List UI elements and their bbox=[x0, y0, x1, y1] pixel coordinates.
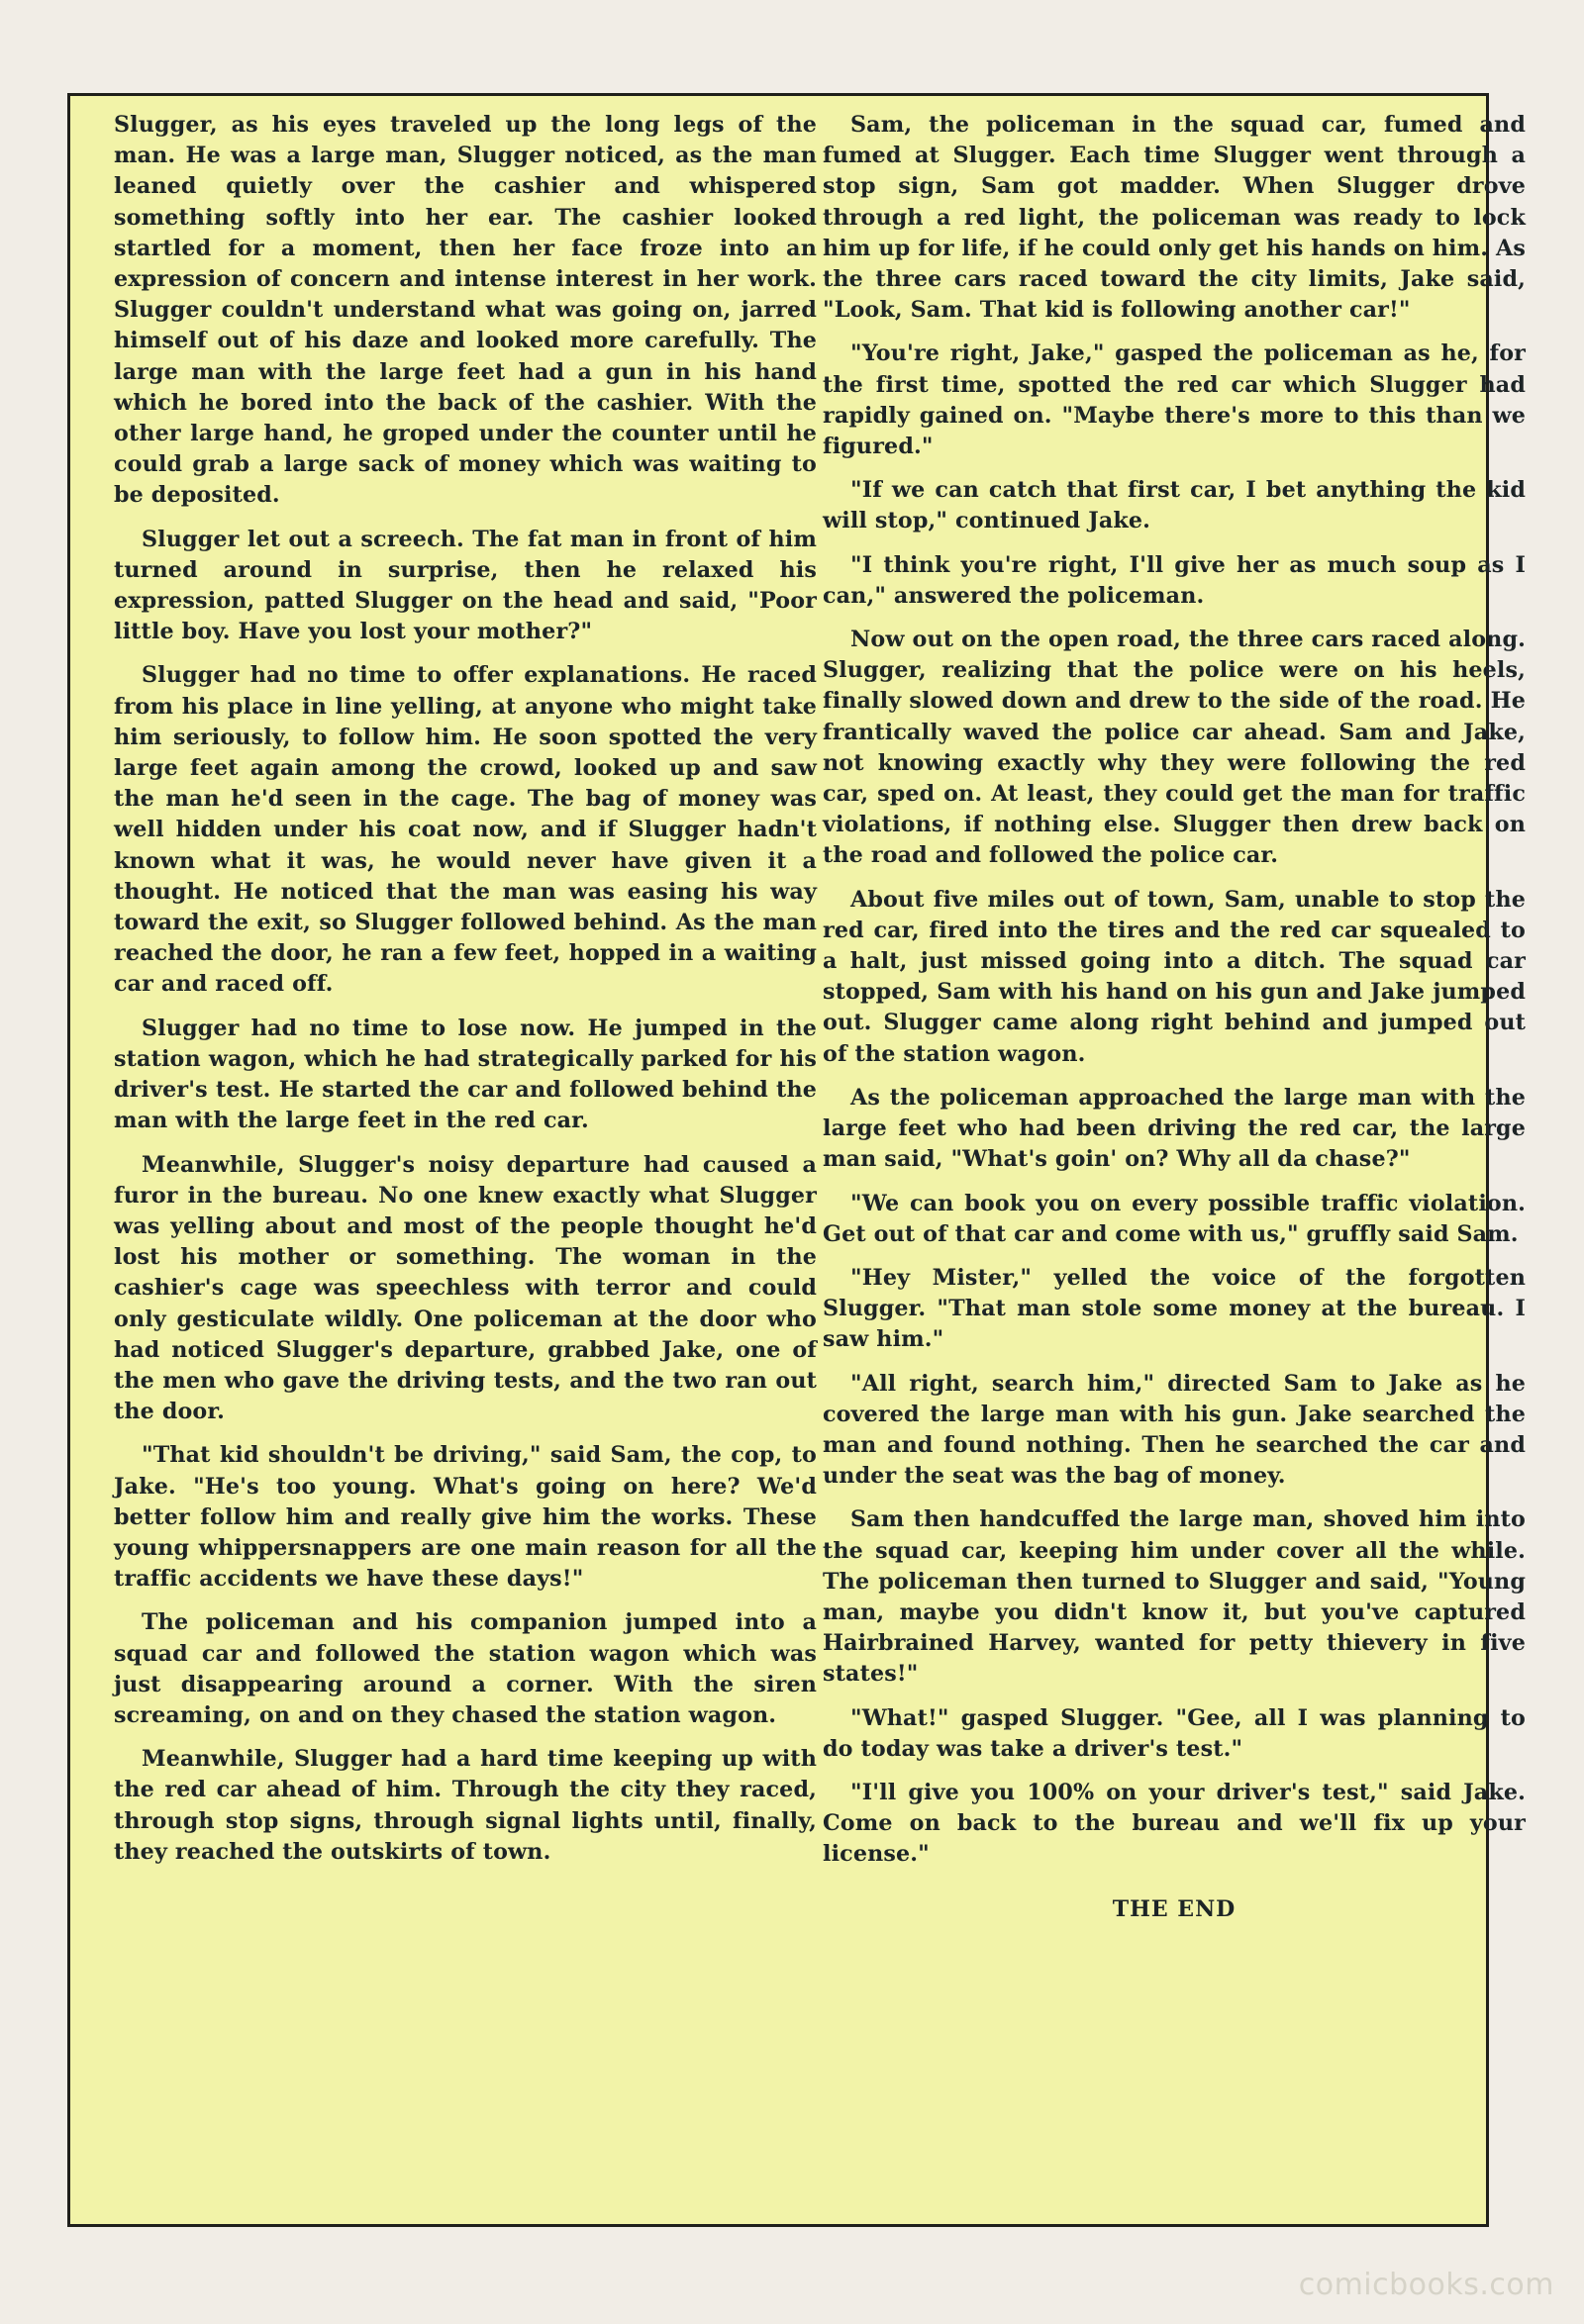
right-column bbox=[823, 110, 1526, 1938]
paragraph: Meanwhile, Slugger had a hard time keeping up with the red car ahead of him. Through the city they raced, through stop signs, through signal lights until, finally, they reached the outskirts of town. bbox=[114, 1746, 817, 1865]
paragraph: Now out on the open road, the three cars raced along. Slugger, realizing that the police were on his heels, finally slowed down and drew to the side of the road. He frantically waved the police car ahead. Sam and Jake, not knowing exactly why they were following the red car, sped on. At least, they could get the man for traffic violations, if nothing else. Slugger then drew back on the road and followed the police car. bbox=[823, 627, 1526, 869]
paragraph: Sam then handcuffed the large man, shoved him into the squad car, keeping him under cover all the while. The policeman then turned to Slugger and said, "Young man, maybe you didn't know it, but you've captured Hairbrained Harvey, wanted for petty thievery in five states!" bbox=[823, 1506, 1526, 1688]
paragraph: Sam, the policeman in the squad car, fumed and fumed at Slugger. Each time Slugger went through a stop sign, Sam got madder. When Slugger drove through a red light, the policeman was ready to lock him up for life, if he could only get his hands on him. As the three cars raced toward the city limits, Jake said, "Look, Sam. That kid is following another car!" bbox=[823, 112, 1526, 324]
paragraph: "If we can catch that first car, I bet anything the kid will stop," continued Jake. bbox=[823, 477, 1526, 534]
paragraph: As the policeman approached the large man with the large feet who had been driving the red car, the large man said, "What's goin' on? Why all da chase?" bbox=[823, 1084, 1526, 1173]
paragraph: "I'll give you 100% on your driver's test," said Jake. Come on back to the bureau and we'll fix up your license." bbox=[823, 1779, 1526, 1868]
paragraph: "Hey Mister," yelled the voice of the forgotten Slugger. "That man stole some money at the bureau. I saw him." bbox=[823, 1264, 1526, 1353]
paragraph: "What!" gasped Slugger. "Gee, all I was planning to do today was take a driver's test." bbox=[823, 1704, 1526, 1762]
text-panel bbox=[67, 93, 1526, 2227]
paragraph: The policeman and his companion jumped into a squad car and followed the station wagon which was just disappearing around a corner. With the siren screaming, on and on they chased the station wagon. bbox=[114, 1609, 817, 1728]
paragraph: "You're right, Jake," gasped the policeman as he, for the first time, spotted the red car which Slugger had rapidly gained on. "Maybe there's more to this than we figured." bbox=[823, 340, 1526, 460]
paragraph: Slugger had no time to lose now. He jumped in the station wagon, which he had strategically parked for his driver's test. He started the car and followed behind the man with the large feet in the red car. bbox=[114, 1015, 817, 1134]
the-end-label: THE END bbox=[1112, 1895, 1237, 1922]
paragraph: "That kid shouldn't be driving," said Sam, the cop, to Jake. "He's too young. What's going on here? We'd better follow him and really give him the works. These young whippersnappers are one main reason for all the traffic accidents we have these days!" bbox=[114, 1442, 817, 1593]
paragraph: Slugger let out a screech. The fat man in front of him turned around in surprise, then he relaxed his expression, patted Slugger on the head and said, "Poor little boy. Have you lost your mother?" bbox=[114, 526, 817, 645]
left-column bbox=[114, 110, 817, 1881]
paragraph: "All right, search him," directed Sam to Jake as he covered the large man with his gun. Jake searched the man and found nothing. Then he searched the car and under the seat was the bag of money. bbox=[823, 1370, 1526, 1490]
paragraph: About five miles out of town, Sam, unable to stop the red car, fired into the tires and the red car squealed to a halt, just missed going into a ditch. The squad car stopped, Sam with his hand on his gun and Jake jumped out. Slugger came along right behind and jumped out of the station wagon. bbox=[823, 886, 1526, 1067]
paragraph: Slugger had no time to offer explanations. He raced from his place in line yelling, at anyone who might take him seriously, to follow him. He soon spotted the very large feet again among the crowd, looked up and saw the man he'd seen in the cage. The bag of money was well hidden under his coat now, and if Slugger hadn't known what it was, he would never have given it a thought. He noticed that the man was easing his way toward the exit, so Slugger followed behind. As the man reached the door, he ran a few feet, hopped in a waiting car and raced off. bbox=[114, 662, 817, 998]
paragraph: Meanwhile, Slugger's noisy departure had caused a furor in the bureau. No one knew exactly what Slugger was yelling about and most of the people thought he'd lost his mother or something. The woman in the cashier's cage was speechless with terror and could only gesticulate wildly. One policeman at the door who had noticed Slugger's departure, grabbed Jake, one of the men who gave the driving tests, and the two ran out the door. bbox=[114, 1151, 817, 1425]
paragraph: "We can book you on every possible traffic violation. Get out of that car and come with us," gruffly said Sam. bbox=[823, 1190, 1526, 1247]
paragraph: "I think you're right, I'll give her as much soup as I can," answered the policeman. bbox=[823, 551, 1526, 609]
watermark: comicbooks.com bbox=[1298, 2268, 1554, 2302]
paragraph: Slugger, as his eyes traveled up the long legs of the man. He was a large man, Slugger noticed, as the man leaned quietly over the cashier and whispered something softly into her ear. The cashier looked startled for a moment, then her face froze into an expression of concern and intense interest in her work. Slugger couldn't understand what was going on, jarred himself out of his daze and looked more carefully. The large man with the large feet had a gun in his hand which he bored into the back of the cashier. With the other large hand, he groped under the counter until he could grab a large sack of money which was waiting to be deposited. bbox=[114, 112, 817, 509]
